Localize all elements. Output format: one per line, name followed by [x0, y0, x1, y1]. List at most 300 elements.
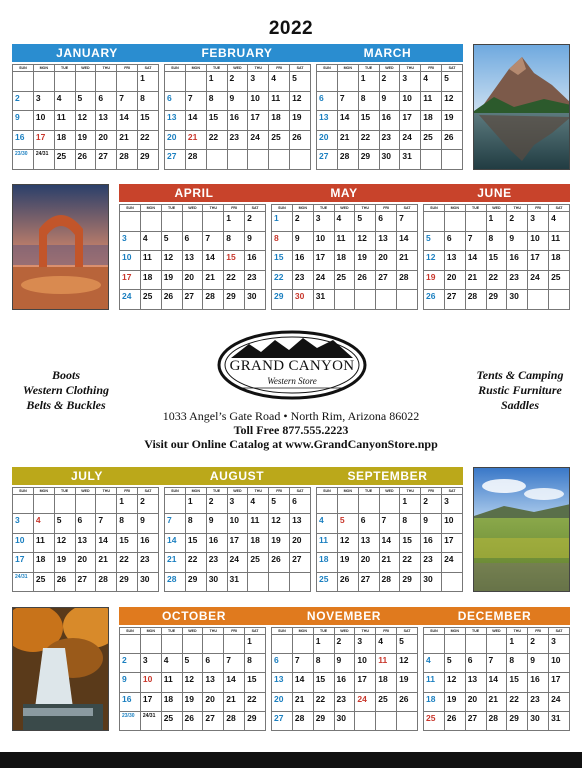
empty-day-cell — [248, 572, 269, 591]
weekday-header: SUN — [165, 65, 186, 72]
day-cell: 23 — [292, 270, 313, 290]
day-cell: 31 — [549, 711, 570, 730]
day-cell: 15 — [313, 673, 334, 692]
weekday-header: WED — [486, 205, 507, 212]
empty-day-cell — [355, 711, 376, 730]
day-cell: 10 — [528, 231, 549, 251]
day-cell: 10 — [140, 673, 161, 692]
empty-day-cell — [269, 572, 290, 591]
day-cell: 1 — [313, 635, 334, 654]
day-cell: 12 — [337, 533, 358, 552]
empty-day-cell — [444, 635, 465, 654]
day-cell: 17 — [528, 251, 549, 271]
day-cell: 6 — [272, 654, 293, 673]
day-cell: 13 — [75, 533, 96, 552]
left-item-clothing: Western Clothing — [22, 383, 110, 397]
day-cell: 4 — [54, 91, 75, 111]
day-cell: 30 — [292, 290, 313, 310]
empty-day-cell — [120, 212, 141, 232]
day-cell: 26 — [54, 572, 75, 591]
day-cell: 1 — [486, 212, 507, 232]
calendar-table — [316, 64, 463, 170]
weekday-header: THU — [96, 488, 117, 495]
day-cell: 19 — [269, 533, 290, 552]
day-cell: 23/30 — [120, 711, 141, 730]
day-cell: 7 — [203, 231, 224, 251]
day-cell: 11 — [269, 91, 290, 111]
calendar-table — [119, 204, 266, 310]
store-logo — [217, 330, 367, 400]
day-cell: 19 — [442, 111, 463, 131]
day-cell: 16 — [507, 251, 528, 271]
weekday-header: SUN — [120, 628, 141, 635]
day-cell: 13 — [203, 673, 224, 692]
day-cell: 25 — [424, 711, 445, 730]
day-cell: 26 — [397, 692, 418, 711]
day-cell: 28 — [203, 290, 224, 310]
day-cell: 23 — [421, 553, 442, 572]
empty-day-cell — [442, 572, 463, 591]
empty-day-cell — [75, 72, 96, 92]
weekday-header: THU — [203, 628, 224, 635]
weekday-header: THU — [507, 205, 528, 212]
day-cell: 20 — [75, 553, 96, 572]
day-cell: 25 — [317, 572, 338, 591]
weekday-header: THU — [507, 628, 528, 635]
empty-day-cell — [317, 72, 338, 92]
month-grid-november — [271, 627, 418, 731]
day-cell: 19 — [290, 111, 311, 131]
day-cell: 1 — [400, 495, 421, 514]
day-cell: 17 — [549, 673, 570, 692]
day-cell: 15 — [272, 251, 293, 271]
month-grid-march — [316, 64, 463, 170]
day-cell: 14 — [486, 673, 507, 692]
weekday-header: SUN — [272, 628, 293, 635]
day-cell: 24 — [442, 553, 463, 572]
day-cell: 21 — [337, 130, 358, 150]
weekday-header: THU — [96, 65, 117, 72]
day-cell: 2 — [334, 635, 355, 654]
month-title-january: JANUARY — [56, 46, 118, 60]
weekday-header: MON — [185, 65, 206, 72]
day-cell: 4 — [334, 212, 355, 232]
empty-day-cell — [549, 290, 570, 310]
day-cell: 3 — [227, 495, 248, 514]
empty-day-cell — [465, 635, 486, 654]
weekday-header: SAT — [442, 488, 463, 495]
empty-day-cell — [140, 635, 161, 654]
day-cell: 30 — [206, 572, 227, 591]
weekday-header: MON — [140, 205, 161, 212]
day-cell: 17 — [442, 533, 463, 552]
day-cell: 7 — [486, 654, 507, 673]
day-cell: 9 — [120, 673, 141, 692]
calendar-year: 2022 — [268, 18, 314, 39]
day-cell: 13 — [317, 111, 338, 131]
day-cell: 21 — [185, 130, 206, 150]
day-cell: 3 — [528, 212, 549, 232]
weekday-header: SUN — [424, 205, 445, 212]
day-cell: 30 — [245, 290, 266, 310]
day-cell: 4 — [549, 212, 570, 232]
day-cell: 28 — [486, 711, 507, 730]
weekday-header: TUE — [206, 488, 227, 495]
day-cell: 21 — [203, 270, 224, 290]
weekday-header: SUN — [317, 65, 338, 72]
day-cell: 14 — [397, 231, 418, 251]
empty-day-cell — [165, 72, 186, 92]
day-cell: 21 — [379, 553, 400, 572]
day-cell: 5 — [75, 91, 96, 111]
day-cell: 19 — [355, 251, 376, 271]
day-cell: 15 — [400, 533, 421, 552]
day-cell: 11 — [54, 111, 75, 131]
day-cell: 11 — [317, 533, 338, 552]
weekday-header: SUN — [120, 205, 141, 212]
weekday-header: WED — [227, 65, 248, 72]
weekday-header: FRI — [224, 205, 245, 212]
day-cell: 28 — [465, 290, 486, 310]
day-cell: 21 — [397, 251, 418, 271]
weekday-header: MON — [140, 628, 161, 635]
day-cell: 26 — [269, 553, 290, 572]
day-cell: 1 — [138, 72, 159, 92]
month-title-september: SEPTEMBER — [347, 469, 428, 483]
day-cell: 20 — [465, 692, 486, 711]
empty-day-cell — [379, 495, 400, 514]
empty-day-cell — [337, 495, 358, 514]
day-cell: 10 — [13, 533, 34, 552]
weekday-header: WED — [379, 65, 400, 72]
day-cell: 8 — [224, 231, 245, 251]
empty-day-cell — [376, 290, 397, 310]
day-cell: 22 — [206, 130, 227, 150]
day-cell: 3 — [442, 495, 463, 514]
day-cell: 20 — [358, 553, 379, 572]
empty-day-cell — [96, 495, 117, 514]
day-cell: 6 — [465, 654, 486, 673]
day-cell: 18 — [33, 553, 54, 572]
day-cell: 26 — [355, 270, 376, 290]
day-cell: 4 — [161, 654, 182, 673]
day-cell: 12 — [75, 111, 96, 131]
day-cell: 5 — [397, 635, 418, 654]
day-cell: 2 — [138, 495, 159, 514]
day-cell: 4 — [33, 514, 54, 533]
month-grid-july — [12, 487, 159, 592]
day-cell: 7 — [185, 91, 206, 111]
day-cell: 30 — [421, 572, 442, 591]
delicate-arch-photo — [12, 184, 109, 310]
day-cell: 30 — [507, 290, 528, 310]
day-cell: 26 — [161, 290, 182, 310]
day-cell: 29 — [245, 711, 266, 730]
day-cell: 8 — [358, 91, 379, 111]
day-cell: 14 — [379, 533, 400, 552]
day-cell: 24 — [120, 290, 141, 310]
day-cell: 14 — [96, 533, 117, 552]
day-cell: 10 — [442, 514, 463, 533]
day-cell: 11 — [33, 533, 54, 552]
day-cell: 11 — [421, 91, 442, 111]
day-cell: 5 — [424, 231, 445, 251]
day-cell: 16 — [120, 692, 141, 711]
empty-day-cell — [376, 711, 397, 730]
empty-day-cell — [206, 150, 227, 170]
day-cell: 5 — [269, 495, 290, 514]
day-cell: 27 — [165, 150, 186, 170]
day-cell: 2 — [120, 654, 141, 673]
weekday-header: SAT — [138, 488, 159, 495]
day-cell: 6 — [444, 231, 465, 251]
day-cell: 20 — [317, 130, 338, 150]
day-cell: 30 — [138, 572, 159, 591]
weekday-header: TUE — [465, 628, 486, 635]
day-cell: 25 — [269, 130, 290, 150]
day-cell: 22 — [185, 553, 206, 572]
day-cell: 8 — [138, 91, 159, 111]
day-cell: 15 — [486, 251, 507, 271]
calendar-table — [164, 487, 311, 592]
day-cell: 9 — [245, 231, 266, 251]
day-cell: 16 — [206, 533, 227, 552]
day-cell: 17 — [13, 553, 34, 572]
day-cell: 12 — [269, 514, 290, 533]
day-cell: 9 — [292, 231, 313, 251]
day-cell: 10 — [120, 251, 141, 271]
day-cell: 2 — [507, 212, 528, 232]
day-cell: 5 — [442, 72, 463, 92]
day-cell: 13 — [182, 251, 203, 271]
day-cell: 28 — [292, 711, 313, 730]
empty-day-cell — [182, 212, 203, 232]
store-catalog-link: Visit our Online Catalog at www.GrandCanyonStore.npp — [144, 437, 438, 451]
day-cell: 18 — [549, 251, 570, 271]
weekday-header: THU — [400, 65, 421, 72]
day-cell: 22 — [313, 692, 334, 711]
weekday-header: MON — [185, 488, 206, 495]
day-cell: 2 — [379, 72, 400, 92]
day-cell: 19 — [424, 270, 445, 290]
day-cell: 14 — [292, 673, 313, 692]
weekday-header: MON — [337, 65, 358, 72]
day-cell: 27 — [358, 572, 379, 591]
empty-day-cell — [248, 150, 269, 170]
day-cell: 18 — [248, 533, 269, 552]
day-cell: 8 — [272, 231, 293, 251]
day-cell: 13 — [444, 251, 465, 271]
empty-day-cell — [292, 635, 313, 654]
day-cell: 28 — [379, 572, 400, 591]
day-cell: 22 — [272, 270, 293, 290]
empty-day-cell — [161, 212, 182, 232]
day-cell: 27 — [290, 553, 311, 572]
month-grid-september — [316, 487, 463, 592]
weekday-header: TUE — [465, 205, 486, 212]
day-cell: 20 — [444, 270, 465, 290]
empty-day-cell — [444, 212, 465, 232]
day-cell: 26 — [442, 130, 463, 150]
day-cell: 24 — [549, 692, 570, 711]
day-cell: 16 — [227, 111, 248, 131]
day-cell: 4 — [269, 72, 290, 92]
empty-day-cell — [317, 495, 338, 514]
day-cell: 9 — [507, 231, 528, 251]
empty-day-cell — [203, 212, 224, 232]
day-cell: 17 — [400, 111, 421, 131]
day-cell: 23 — [245, 270, 266, 290]
month-grid-february — [164, 64, 311, 170]
day-cell: 27 — [272, 711, 293, 730]
store-name: GRAND CANYON — [229, 358, 355, 374]
day-cell: 19 — [337, 553, 358, 572]
day-cell: 16 — [379, 111, 400, 131]
day-cell: 19 — [75, 130, 96, 150]
day-cell: 28 — [397, 270, 418, 290]
day-cell: 8 — [400, 514, 421, 533]
day-cell: 27 — [182, 290, 203, 310]
day-cell: 14 — [117, 111, 138, 131]
day-cell: 25 — [33, 572, 54, 591]
weekday-header: MON — [292, 205, 313, 212]
day-cell: 29 — [313, 711, 334, 730]
day-cell: 5 — [161, 231, 182, 251]
day-cell: 26 — [424, 290, 445, 310]
day-cell: 21 — [292, 692, 313, 711]
day-cell: 26 — [182, 711, 203, 730]
day-cell: 3 — [400, 72, 421, 92]
day-cell: 18 — [376, 673, 397, 692]
day-cell: 2 — [227, 72, 248, 92]
weekday-header: FRI — [528, 628, 549, 635]
day-cell: 16 — [138, 533, 159, 552]
day-cell: 29 — [185, 572, 206, 591]
empty-day-cell — [75, 495, 96, 514]
day-cell: 24 — [355, 692, 376, 711]
day-cell: 22 — [138, 130, 159, 150]
day-cell: 5 — [355, 212, 376, 232]
weekday-header: WED — [182, 628, 203, 635]
day-cell: 27 — [465, 711, 486, 730]
day-cell: 13 — [290, 514, 311, 533]
weekday-header: TUE — [161, 628, 182, 635]
weekday-header: SAT — [290, 488, 311, 495]
day-cell: 11 — [248, 514, 269, 533]
day-cell: 27 — [376, 270, 397, 290]
weekday-header: WED — [334, 628, 355, 635]
day-cell: 19 — [161, 270, 182, 290]
day-cell: 17 — [140, 692, 161, 711]
day-cell: 9 — [528, 654, 549, 673]
day-cell: 1 — [245, 635, 266, 654]
month-title-november: NOVEMBER — [306, 609, 382, 623]
day-cell: 23 — [507, 270, 528, 290]
day-cell: 24 — [227, 553, 248, 572]
day-cell: 12 — [444, 673, 465, 692]
day-cell: 22 — [245, 692, 266, 711]
day-cell: 8 — [206, 91, 227, 111]
day-cell: 1 — [507, 635, 528, 654]
day-cell: 1 — [358, 72, 379, 92]
day-cell: 26 — [75, 150, 96, 170]
day-cell: 2 — [528, 635, 549, 654]
day-cell: 15 — [245, 673, 266, 692]
weekday-header: FRI — [269, 65, 290, 72]
empty-day-cell — [397, 711, 418, 730]
day-cell: 12 — [161, 251, 182, 271]
month-title-march: MARCH — [363, 46, 412, 60]
weekday-header: TUE — [358, 488, 379, 495]
weekday-header: THU — [203, 205, 224, 212]
weekday-header: FRI — [376, 205, 397, 212]
day-cell: 1 — [272, 212, 293, 232]
day-cell: 15 — [224, 251, 245, 271]
day-cell: 18 — [54, 130, 75, 150]
day-cell: 1 — [117, 495, 138, 514]
day-cell: 3 — [313, 212, 334, 232]
day-cell: 15 — [117, 533, 138, 552]
weekday-header: FRI — [421, 65, 442, 72]
weekday-header: FRI — [224, 628, 245, 635]
day-cell: 17 — [120, 270, 141, 290]
empty-day-cell — [290, 150, 311, 170]
month-title-december: DECEMBER — [457, 609, 532, 623]
day-cell: 1 — [224, 212, 245, 232]
day-cell: 4 — [376, 635, 397, 654]
day-cell: 28 — [96, 572, 117, 591]
day-cell: 27 — [444, 290, 465, 310]
day-cell: 5 — [444, 654, 465, 673]
weekday-header: SUN — [13, 65, 34, 72]
empty-day-cell — [442, 150, 463, 170]
day-cell: 10 — [313, 231, 334, 251]
month-title-april: APRIL — [174, 186, 214, 200]
day-cell: 5 — [54, 514, 75, 533]
day-cell: 15 — [185, 533, 206, 552]
day-cell: 11 — [549, 231, 570, 251]
day-cell: 30 — [379, 150, 400, 170]
day-cell: 3 — [248, 72, 269, 92]
weekday-header: TUE — [161, 205, 182, 212]
calendar-table — [12, 64, 159, 170]
day-cell: 15 — [507, 673, 528, 692]
empty-day-cell — [355, 290, 376, 310]
day-cell: 22 — [224, 270, 245, 290]
day-cell: 3 — [549, 635, 570, 654]
day-cell: 6 — [358, 514, 379, 533]
day-cell: 12 — [442, 91, 463, 111]
empty-day-cell — [424, 635, 445, 654]
month-grid-june — [423, 204, 570, 310]
month-title-june: JUNE — [477, 186, 512, 200]
day-cell: 17 — [313, 251, 334, 271]
day-cell: 17 — [248, 111, 269, 131]
day-cell: 6 — [75, 514, 96, 533]
day-cell: 4 — [248, 495, 269, 514]
day-cell: 6 — [165, 91, 186, 111]
day-cell: 29 — [400, 572, 421, 591]
day-cell: 4 — [424, 654, 445, 673]
day-cell: 2 — [421, 495, 442, 514]
day-cell: 10 — [549, 654, 570, 673]
day-cell: 20 — [203, 692, 224, 711]
day-cell: 8 — [117, 514, 138, 533]
month-title-october: OCTOBER — [162, 609, 226, 623]
day-cell: 13 — [376, 231, 397, 251]
empty-day-cell — [272, 635, 293, 654]
day-cell: 27 — [75, 572, 96, 591]
